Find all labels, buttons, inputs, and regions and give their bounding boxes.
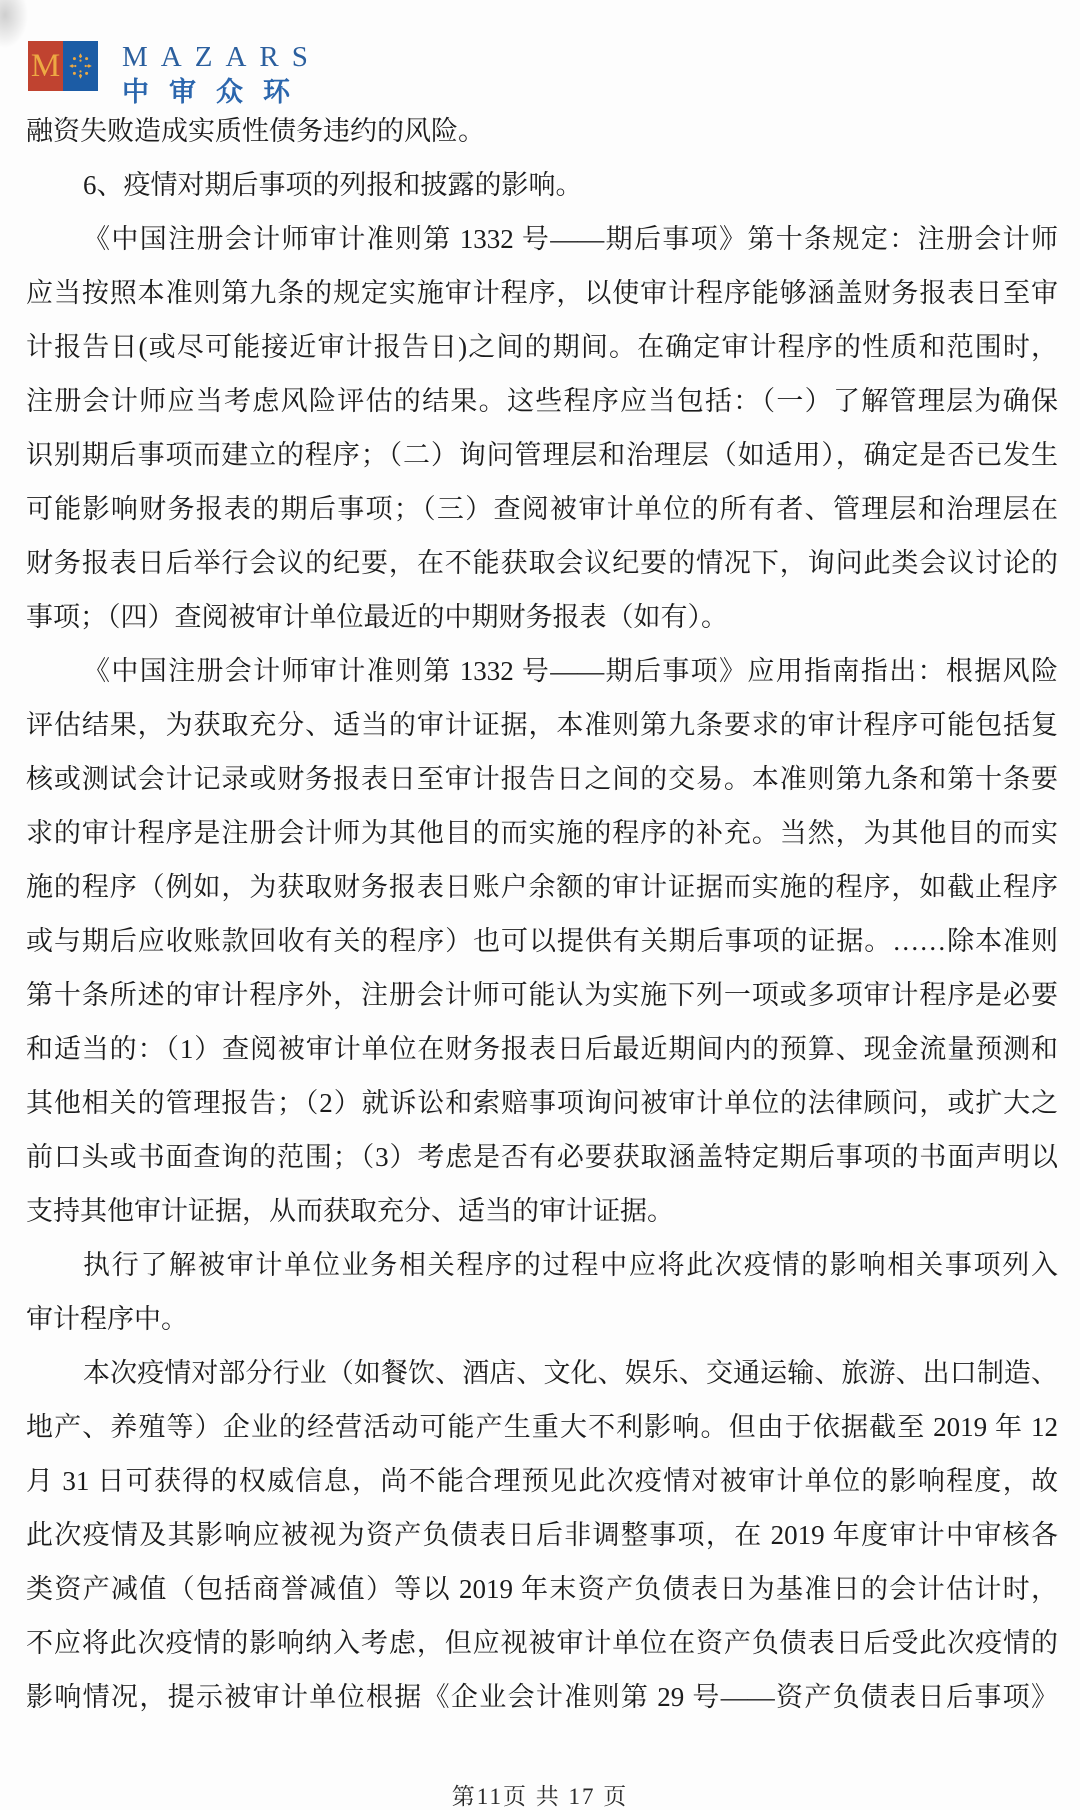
document-body xyxy=(26,104,1058,1724)
text-line: 执行了解被审计单位业务相关程序的过程中应将此次疫情的影响相关事项列入 xyxy=(83,1250,1058,1280)
text-line: 《中国注册会计师审计准则第 1332 号——期后事项》第十条规定：注册会计师 xyxy=(83,224,1058,254)
logo-emblem-square xyxy=(63,41,98,91)
text-line: 审计程序中。 xyxy=(26,1304,188,1334)
text-line: 本次疫情对部分行业（如餐饮、酒店、文化、娱乐、交通运输、旅游、出口制造、 xyxy=(83,1358,1058,1388)
star-circle-icon xyxy=(64,46,97,86)
scan-smudge xyxy=(0,0,28,48)
text-line: 核或测试会计记录或财务报表日至审计报告日之间的交易。本准则第九条和第十条要 xyxy=(26,764,1058,794)
text-line: 财务报表日后举行会议的纪要，在不能获取会议纪要的情况下，询问此类会议讨论的 xyxy=(26,548,1058,578)
logo-monogram-square xyxy=(28,41,63,91)
logo-mark xyxy=(28,41,98,91)
text-line: 月 31 日可获得的权威信息，尚不能合理预见此次疫情对被审计单位的影响程度，故 xyxy=(26,1466,1058,1496)
logo-wordmark-chinese: 中审众环 xyxy=(122,77,310,107)
mazars-logo xyxy=(28,41,321,106)
text-line: 地产、养殖等）企业的经营活动可能产生重大不利影响。但由于依据截至 2019 年 12 xyxy=(26,1412,1058,1442)
text-line: 事项；（四）查阅被审计单位最近的中期财务报表（如有）。 xyxy=(26,602,728,632)
text-line: 其他相关的管理报告；（2）就诉讼和索赔事项询问被审计单位的法律顾问，或扩大之 xyxy=(26,1088,1058,1118)
text-line: 《中国注册会计师审计准则第 1332 号——期后事项》应用指南指出：根据风险 xyxy=(83,656,1058,686)
text-line: 类资产减值（包括商誉减值）等以 2019 年末资产负债表日为基准日的会计估计时， xyxy=(26,1574,1058,1604)
logo-wordmark xyxy=(122,43,321,106)
text-line: 6、疫情对期后事项的列报和披露的影响。 xyxy=(83,170,583,200)
text-line: 识别期后事项而建立的程序；（二）询问管理层和治理层（如适用），确定是否已发生 xyxy=(26,440,1058,470)
text-line: 不应将此次疫情的影响纳入考虑，但应视被审计单位在资产负债表日后受此次疫情的 xyxy=(26,1628,1058,1658)
text-line: 评估结果，为获取充分、适当的审计证据，本准则第九条要求的审计程序可能包括复 xyxy=(26,710,1058,740)
text-line: 第十条所述的审计程序外，注册会计师可能认为实施下列一项或多项审计程序是必要 xyxy=(26,980,1058,1010)
text-line: 求的审计程序是注册会计师为其他目的而实施的程序的补充。当然，为其他目的而实 xyxy=(26,818,1058,848)
text-line: 或与期后应收账款回收有关的程序）也可以提供有关期后事项的证据。……除本准则 xyxy=(26,926,1058,956)
text-line: 支持其他审计证据，从而获取充分、适当的审计证据。 xyxy=(26,1196,674,1226)
text-line: 计报告日(或尽可能接近审计报告日)之间的期间。在确定审计程序的性质和范围时， xyxy=(26,332,1058,362)
text-line: 应当按照本准则第九条的规定实施审计程序，以使审计程序能够涵盖财务报表日至审 xyxy=(26,278,1058,308)
logo-monogram-letter: M xyxy=(30,47,61,84)
text-line: 施的程序（例如，为获取财务报表日账户余额的审计证据而实施的程序，如截止程序 xyxy=(26,872,1058,902)
text-line: 融资失败造成实质性债务违约的风险。 xyxy=(26,116,485,146)
text-line: 前口头或书面查询的范围；（3）考虑是否有必要获取涵盖特定期后事项的书面声明以 xyxy=(26,1142,1058,1172)
text-line: 可能影响财务报表的期后事项；（三）查阅被审计单位的所有者、管理层和治理层在 xyxy=(26,494,1058,524)
logo-wordmark-latin: MAZARS xyxy=(122,41,321,73)
text-line: 注册会计师应当考虑风险评估的结果。这些程序应当包括：（一）了解管理层为确保 xyxy=(26,386,1058,416)
text-line: 影响情况，提示被审计单位根据《企业会计准则第 29 号——资产负债表日后事项》 xyxy=(26,1682,1058,1712)
text-line: 此次疫情及其影响应被视为资产负债表日后非调整事项，在 2019 年度审计中审核各 xyxy=(26,1520,1058,1550)
page-number-indicator: 第11页 共 17 页 xyxy=(451,1784,629,1809)
text-line: 和适当的：（1）查阅被审计单位在财务报表日后最近期间内的预算、现金流量预测和 xyxy=(26,1034,1058,1064)
